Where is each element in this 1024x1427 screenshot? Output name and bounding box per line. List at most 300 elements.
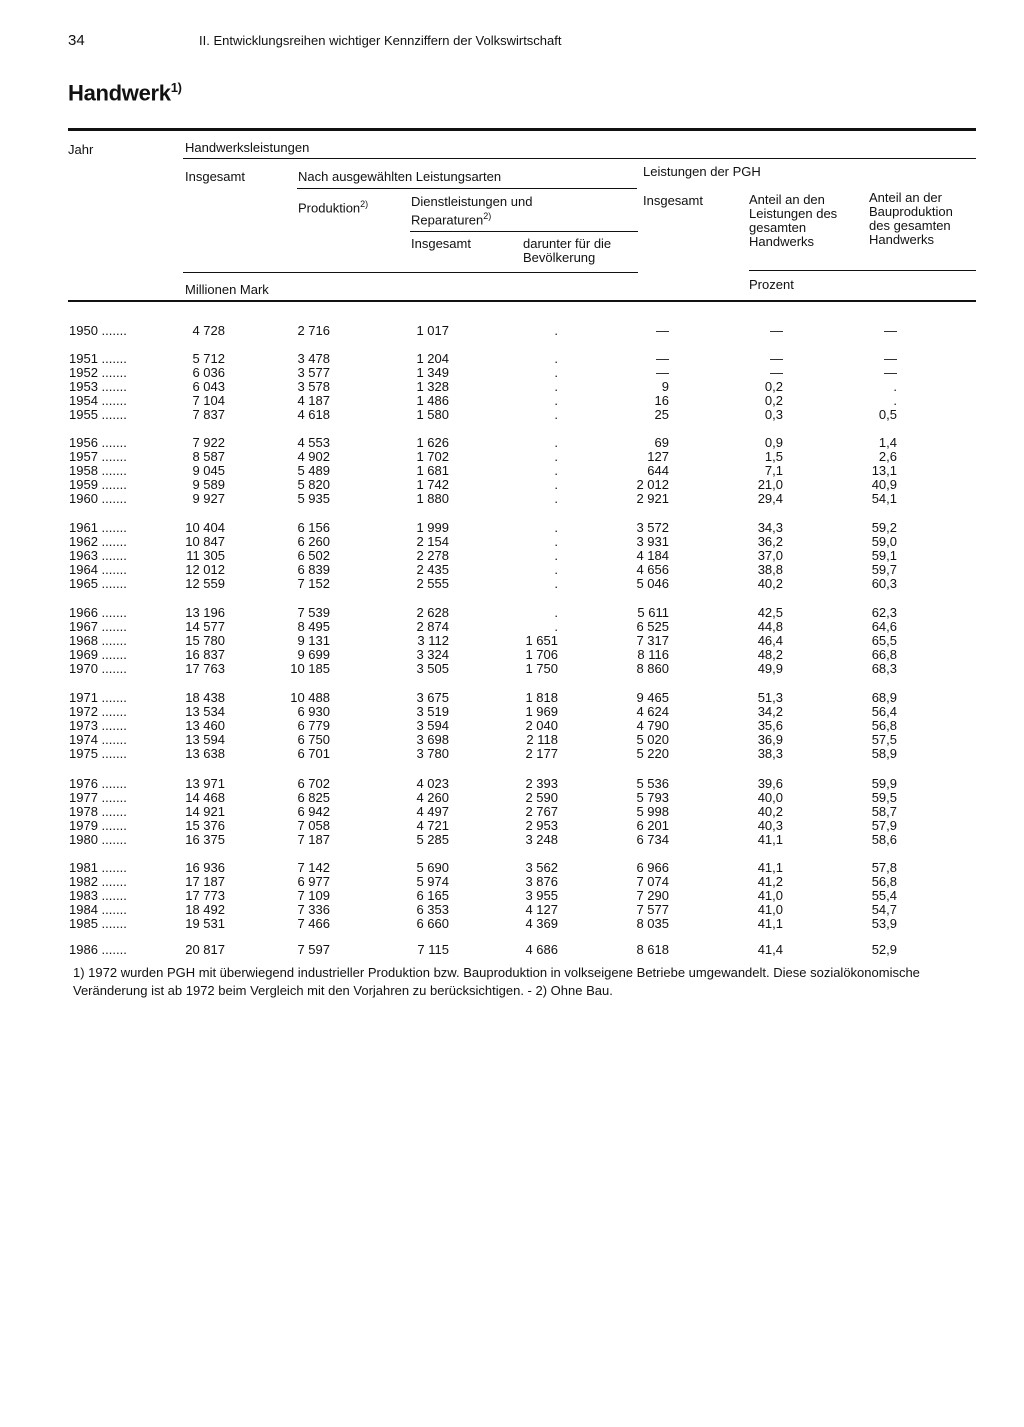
row-year: 1963 ....... (69, 548, 127, 563)
table-row (0, 903, 1024, 917)
cell-produktion: 3 478 (297, 351, 330, 366)
cell-dienst: 1 681 (416, 463, 449, 478)
cell-anteil: 37,0 (757, 548, 783, 563)
row-year: 1952 ....... (69, 365, 127, 380)
cell-dienst: 1 702 (416, 449, 449, 464)
cell-anteil: 35,6 (757, 718, 783, 733)
cell-insgesamt: 10 404 (185, 520, 225, 535)
cell-bau: 1,4 (878, 435, 897, 450)
cell-produktion: 6 779 (297, 718, 330, 733)
cell-dienst: 1 999 (416, 520, 449, 535)
cell-bau: 58,9 (871, 746, 897, 761)
cell-produktion: 7 597 (297, 942, 330, 957)
cell-bau: 58,6 (871, 832, 897, 847)
cell-pgh: 8 035 (636, 916, 669, 931)
cell-dienst: 3 112 (417, 633, 449, 648)
cell-dienst: 2 278 (416, 548, 449, 563)
table-row (0, 478, 1024, 492)
cell-bevoelkerung: . (554, 393, 558, 408)
cell-pgh: 644 (647, 463, 669, 478)
row-year: 1961 ....... (69, 520, 127, 535)
cell-anteil: 51,3 (757, 690, 783, 705)
cell-pgh: 69 (654, 435, 669, 450)
cell-insgesamt: 5 712 (192, 351, 225, 366)
table-row (0, 705, 1024, 719)
row-year: 1983 ....... (69, 888, 127, 903)
cell-bevoelkerung: 1 818 (525, 690, 558, 705)
produktion-label: Produktion (298, 200, 361, 216)
cell-bevoelkerung: . (554, 407, 558, 422)
cell-insgesamt: 16 837 (185, 647, 225, 662)
cell-bevoelkerung: . (554, 548, 558, 563)
cell-pgh: 7 577 (636, 902, 669, 917)
cell-bau: 65,5 (871, 633, 897, 648)
row-year: 1977 ....... (69, 790, 127, 805)
cell-anteil: 41,1 (757, 916, 783, 931)
cell-dienst: 7 115 (417, 942, 449, 957)
cell-bau: 55,4 (871, 888, 897, 903)
cell-dienst: 2 874 (416, 619, 449, 634)
cell-anteil: — (770, 365, 783, 380)
cell-insgesamt: 6 043 (192, 379, 225, 394)
cell-dienst: 2 628 (416, 605, 449, 620)
cell-produktion: 9 131 (297, 633, 330, 648)
cell-pgh: 9 465 (636, 690, 669, 705)
cell-pgh: 5 793 (636, 790, 669, 805)
cell-dienst: 3 324 (416, 647, 449, 662)
cell-insgesamt: 13 971 (185, 776, 225, 791)
cell-produktion: 6 502 (297, 548, 330, 563)
row-year: 1955 ....... (69, 407, 127, 422)
cell-dienst: 3 780 (416, 746, 449, 761)
cell-dienst: 2 435 (416, 562, 449, 577)
cell-insgesamt: 18 492 (185, 902, 225, 917)
cell-anteil: — (770, 323, 783, 338)
cell-anteil: 48,2 (757, 647, 783, 662)
table-row (0, 733, 1024, 747)
cell-dienst: 1 742 (416, 477, 449, 492)
table-row (0, 521, 1024, 535)
row-year: 1954 ....... (69, 393, 127, 408)
row-year: 1969 ....... (69, 647, 127, 662)
col-header-insgesamt: Insgesamt (185, 169, 245, 184)
cell-produktion: 8 495 (297, 619, 330, 634)
cell-produktion: 3 578 (297, 379, 330, 394)
cell-pgh: 4 624 (636, 704, 669, 719)
page-title (68, 80, 182, 106)
cell-bevoelkerung: . (554, 619, 558, 634)
cell-pgh: — (656, 365, 669, 380)
cell-bau: 52,9 (871, 942, 897, 957)
cell-anteil: 41,1 (757, 860, 783, 875)
cell-bau: 40,9 (871, 477, 897, 492)
cell-bevoelkerung: 3 955 (525, 888, 558, 903)
row-year: 1986 ....... (69, 942, 127, 957)
cell-bau: 57,9 (871, 818, 897, 833)
cell-anteil: 38,8 (757, 562, 783, 577)
cell-bau: — (884, 365, 897, 380)
table-row (0, 324, 1024, 338)
cell-produktion: 5 820 (297, 477, 330, 492)
cell-dienst: 3 505 (416, 661, 449, 676)
row-year: 1974 ....... (69, 732, 127, 747)
table-row (0, 833, 1024, 847)
unit-prozent: Prozent (749, 277, 794, 292)
cell-pgh: 2 921 (636, 491, 669, 506)
table-row (0, 791, 1024, 805)
cell-bevoelkerung: 2 040 (525, 718, 558, 733)
cell-bau: 53,9 (871, 916, 897, 931)
cell-bau: 54,7 (871, 902, 897, 917)
cell-bevoelkerung: 3 562 (525, 860, 558, 875)
cell-produktion: 7 539 (297, 605, 330, 620)
cell-bevoelkerung: 2 590 (525, 790, 558, 805)
row-year: 1964 ....... (69, 562, 127, 577)
table-row (0, 394, 1024, 408)
cell-produktion: 3 577 (297, 365, 330, 380)
cell-bau: 0,5 (878, 407, 897, 422)
table-row (0, 634, 1024, 648)
cell-anteil: 41,2 (757, 874, 783, 889)
cell-anteil: 36,9 (757, 732, 783, 747)
cell-anteil: 44,8 (757, 619, 783, 634)
cell-pgh: 5 611 (637, 605, 669, 620)
cell-produktion: 4 187 (297, 393, 330, 408)
table-top-rule (68, 128, 976, 131)
cell-bevoelkerung: . (554, 463, 558, 478)
cell-bevoelkerung: . (554, 562, 558, 577)
cell-insgesamt: 13 534 (185, 704, 225, 719)
cell-bau: 60,3 (871, 576, 897, 591)
cell-insgesamt: 13 638 (185, 746, 225, 761)
row-year: 1953 ....... (69, 379, 127, 394)
cell-insgesamt: 7 104 (192, 393, 225, 408)
dienstleistungen-label: Dienstleistungen und Reparaturen (411, 194, 533, 228)
cell-dienst: 1 580 (416, 407, 449, 422)
cell-dienst: 4 497 (416, 804, 449, 819)
row-year: 1956 ....... (69, 435, 127, 450)
cell-dienst: 1 204 (416, 351, 449, 366)
table-row (0, 620, 1024, 634)
row-year: 1968 ....... (69, 633, 127, 648)
cell-produktion: 10 488 (290, 690, 330, 705)
cell-dienst: 6 165 (416, 888, 449, 903)
cell-anteil: 34,2 (757, 704, 783, 719)
cell-produktion: 5 935 (297, 491, 330, 506)
row-year: 1966 ....... (69, 605, 127, 620)
cell-bevoelkerung: . (554, 534, 558, 549)
cell-pgh: 8 618 (636, 942, 669, 957)
cell-bevoelkerung: 1 969 (525, 704, 558, 719)
row-year: 1950 ....... (69, 323, 127, 338)
cell-insgesamt: 16 936 (185, 860, 225, 875)
table-row (0, 875, 1024, 889)
table-row (0, 366, 1024, 380)
cell-bau: 56,4 (871, 704, 897, 719)
row-year: 1958 ....... (69, 463, 127, 478)
row-year: 1978 ....... (69, 804, 127, 819)
cell-anteil: 41,4 (757, 942, 783, 957)
cell-bau: — (884, 351, 897, 366)
cell-bau: 2,6 (878, 449, 897, 464)
cell-bevoelkerung: . (554, 449, 558, 464)
cell-dienst: 6 353 (416, 902, 449, 917)
cell-produktion: 2 716 (297, 323, 330, 338)
cell-bevoelkerung: 1 651 (525, 633, 558, 648)
cell-produktion: 7 142 (297, 860, 330, 875)
row-year: 1979 ....... (69, 818, 127, 833)
cell-pgh: 25 (654, 407, 669, 422)
cell-dienst: 3 519 (416, 704, 449, 719)
cell-bau: 59,0 (871, 534, 897, 549)
cell-produktion: 7 058 (297, 818, 330, 833)
cell-insgesamt: 10 847 (185, 534, 225, 549)
cell-produktion: 6 825 (297, 790, 330, 805)
cell-produktion: 7 152 (297, 576, 330, 591)
cell-bevoelkerung: . (554, 365, 558, 380)
cell-bau: 59,5 (871, 790, 897, 805)
col-header-dl-insgesamt: Insgesamt (411, 236, 471, 251)
row-year: 1972 ....... (69, 704, 127, 719)
table-row (0, 691, 1024, 705)
row-year: 1970 ....... (69, 661, 127, 676)
cell-bevoelkerung: 4 686 (525, 942, 558, 957)
cell-dienst: 2 154 (416, 534, 449, 549)
row-year: 1973 ....... (69, 718, 127, 733)
row-year: 1959 ....... (69, 477, 127, 492)
produktion-footnote-mark: 2) (360, 199, 369, 209)
col-header-nach-leistungsarten: Nach ausgewählten Leistungsarten (298, 169, 502, 184)
cell-dienst: 5 690 (416, 860, 449, 875)
cell-bau: 57,8 (871, 860, 897, 875)
rule-above-unit-mark (183, 272, 638, 273)
cell-insgesamt: 14 921 (185, 804, 225, 819)
cell-anteil: 0,2 (764, 379, 783, 394)
cell-bau: 56,8 (871, 718, 897, 733)
cell-anteil: 7,1 (764, 463, 783, 478)
cell-produktion: 6 942 (297, 804, 330, 819)
col-header-pgh-insgesamt: Insgesamt (643, 193, 703, 208)
cell-bau: 68,3 (871, 661, 897, 676)
cell-bevoelkerung: . (554, 491, 558, 506)
cell-pgh: 7 074 (636, 874, 669, 889)
cell-dienst: 1 626 (416, 435, 449, 450)
cell-anteil: 49,9 (757, 661, 783, 676)
cell-produktion: 7 336 (297, 902, 330, 917)
col-header-anteil-leistungen: Anteil an den Leistungen des gesamten Handwerks (749, 192, 838, 249)
rule-under-leistungsarten (297, 188, 637, 189)
cell-insgesamt: 9 589 (192, 477, 225, 492)
row-year: 1965 ....... (69, 576, 127, 591)
cell-bevoelkerung: . (554, 576, 558, 591)
col-header-handwerksleistungen: Handwerksleistungen (185, 140, 310, 155)
cell-pgh: 3 931 (636, 534, 669, 549)
table-row (0, 408, 1024, 422)
cell-pgh: 127 (647, 449, 669, 464)
cell-produktion: 6 839 (297, 562, 330, 577)
dienstleistungen-footnote-mark: 2) (483, 211, 492, 221)
cell-bau: 64,6 (871, 619, 897, 634)
chapter-heading: II. Entwicklungsreihen wichtiger Kennziffern der Volkswirtschaft (199, 33, 562, 48)
cell-anteil: 0,9 (764, 435, 783, 450)
table-header-bottom-rule (68, 300, 976, 302)
cell-insgesamt: 11 305 (186, 548, 225, 563)
table-row (0, 436, 1024, 450)
cell-insgesamt: 4 728 (192, 323, 225, 338)
cell-anteil: 34,3 (757, 520, 783, 535)
cell-dienst: 4 260 (416, 790, 449, 805)
cell-produktion: 5 489 (297, 463, 330, 478)
cell-produktion: 6 930 (297, 704, 330, 719)
cell-dienst: 1 880 (416, 491, 449, 506)
cell-insgesamt: 9 045 (192, 463, 225, 478)
row-year: 1971 ....... (69, 690, 127, 705)
col-header-leistungen-pgh: Leistungen der PGH (643, 164, 761, 179)
cell-anteil: 40,0 (757, 790, 783, 805)
cell-bevoelkerung: . (554, 379, 558, 394)
rule-above-unit-prozent (749, 270, 976, 271)
table-row (0, 450, 1024, 464)
table-row (0, 889, 1024, 903)
cell-dienst: 5 974 (416, 874, 449, 889)
row-year: 1984 ....... (69, 902, 127, 917)
cell-bevoelkerung: . (554, 520, 558, 535)
cell-anteil: 29,4 (757, 491, 783, 506)
cell-bevoelkerung: . (554, 605, 558, 620)
cell-dienst: 1 328 (416, 379, 449, 394)
cell-anteil: — (770, 351, 783, 366)
cell-pgh: 5 020 (636, 732, 669, 747)
cell-bau: 58,7 (871, 804, 897, 819)
cell-produktion: 6 702 (297, 776, 330, 791)
cell-insgesamt: 17 763 (185, 661, 225, 676)
cell-bevoelkerung: 1 706 (525, 647, 558, 662)
cell-bevoelkerung: . (554, 351, 558, 366)
cell-anteil: 41,1 (757, 832, 783, 847)
cell-bau: 13,1 (871, 463, 897, 478)
rule-under-handwerksleistungen (183, 158, 976, 159)
cell-produktion: 7 109 (297, 888, 330, 903)
table-row (0, 352, 1024, 366)
table-row (0, 535, 1024, 549)
table-row (0, 563, 1024, 577)
cell-anteil: 40,2 (757, 804, 783, 819)
table-row (0, 662, 1024, 676)
cell-insgesamt: 8 587 (192, 449, 225, 464)
cell-pgh: 9 (661, 379, 669, 394)
cell-bau: 56,8 (871, 874, 897, 889)
cell-dienst: 5 285 (416, 832, 449, 847)
cell-produktion: 6 260 (297, 534, 330, 549)
cell-anteil: 46,4 (757, 633, 783, 648)
table-row (0, 719, 1024, 733)
cell-pgh: 4 790 (636, 718, 669, 733)
cell-produktion: 4 553 (297, 435, 330, 450)
row-year: 1967 ....... (69, 619, 127, 634)
cell-pgh: 8 116 (637, 647, 669, 662)
cell-dienst: 2 555 (416, 576, 449, 591)
title-footnote-mark: 1) (170, 80, 182, 95)
cell-insgesamt: 15 780 (185, 633, 225, 648)
cell-bau: 68,9 (871, 690, 897, 705)
cell-insgesamt: 16 375 (185, 832, 225, 847)
page-number: 34 (68, 32, 85, 49)
cell-produktion: 10 185 (290, 661, 330, 676)
cell-anteil: 38,3 (757, 746, 783, 761)
cell-insgesamt: 12 012 (185, 562, 225, 577)
cell-insgesamt: 13 460 (185, 718, 225, 733)
cell-insgesamt: 7 837 (192, 407, 225, 422)
cell-bevoelkerung: 2 177 (525, 746, 558, 761)
cell-pgh: 16 (654, 393, 669, 408)
cell-insgesamt: 6 036 (192, 365, 225, 380)
table-row (0, 777, 1024, 791)
row-year: 1960 ....... (69, 491, 127, 506)
cell-pgh: 5 220 (636, 746, 669, 761)
cell-produktion: 4 902 (297, 449, 330, 464)
cell-produktion: 9 699 (297, 647, 330, 662)
cell-produktion: 7 466 (297, 916, 330, 931)
cell-anteil: 41,0 (757, 888, 783, 903)
cell-anteil: 0,2 (764, 393, 783, 408)
cell-dienst: 1 349 (416, 365, 449, 380)
row-year: 1957 ....... (69, 449, 127, 464)
col-header-anteil-bau: Anteil an der Bauproduktion des gesamten Handwerks (869, 190, 953, 247)
cell-bau: 59,9 (871, 776, 897, 791)
cell-insgesamt: 14 468 (185, 790, 225, 805)
row-year: 1976 ....... (69, 776, 127, 791)
table-row (0, 577, 1024, 591)
cell-pgh: — (656, 351, 669, 366)
cell-bevoelkerung: 2 118 (526, 732, 558, 747)
cell-pgh: 6 966 (636, 860, 669, 875)
cell-pgh: 5 998 (636, 804, 669, 819)
cell-pgh: — (656, 323, 669, 338)
cell-dienst: 4 023 (416, 776, 449, 791)
table-row (0, 492, 1024, 506)
cell-dienst: 4 721 (416, 818, 449, 833)
cell-pgh: 5 536 (636, 776, 669, 791)
cell-bevoelkerung: . (554, 477, 558, 492)
cell-dienst: 1 017 (416, 323, 449, 338)
row-year: 1980 ....... (69, 832, 127, 847)
cell-dienst: 3 675 (416, 690, 449, 705)
cell-bevoelkerung: 2 953 (525, 818, 558, 833)
col-header-jahr: Jahr (68, 142, 94, 157)
cell-pgh: 2 012 (636, 477, 669, 492)
cell-dienst: 6 660 (416, 916, 449, 931)
cell-bevoelkerung: 3 876 (525, 874, 558, 889)
cell-produktion: 6 701 (297, 746, 330, 761)
rule-under-dienstleistungen (410, 231, 638, 232)
cell-insgesamt: 9 927 (192, 491, 225, 506)
cell-bevoelkerung: 3 248 (525, 832, 558, 847)
cell-bau: 54,1 (871, 491, 897, 506)
cell-bau: . (893, 379, 897, 394)
cell-pgh: 6 201 (636, 818, 669, 833)
cell-anteil: 36,2 (757, 534, 783, 549)
row-year: 1975 ....... (69, 746, 127, 761)
cell-bau: 59,2 (871, 520, 897, 535)
cell-produktion: 7 187 (297, 832, 330, 847)
cell-pgh: 6 525 (636, 619, 669, 634)
cell-anteil: 40,2 (757, 576, 783, 591)
cell-dienst: 3 594 (416, 718, 449, 733)
cell-insgesamt: 13 594 (185, 732, 225, 747)
table-row (0, 648, 1024, 662)
unit-millionen-mark: Millionen Mark (185, 282, 269, 297)
cell-anteil: 39,6 (757, 776, 783, 791)
